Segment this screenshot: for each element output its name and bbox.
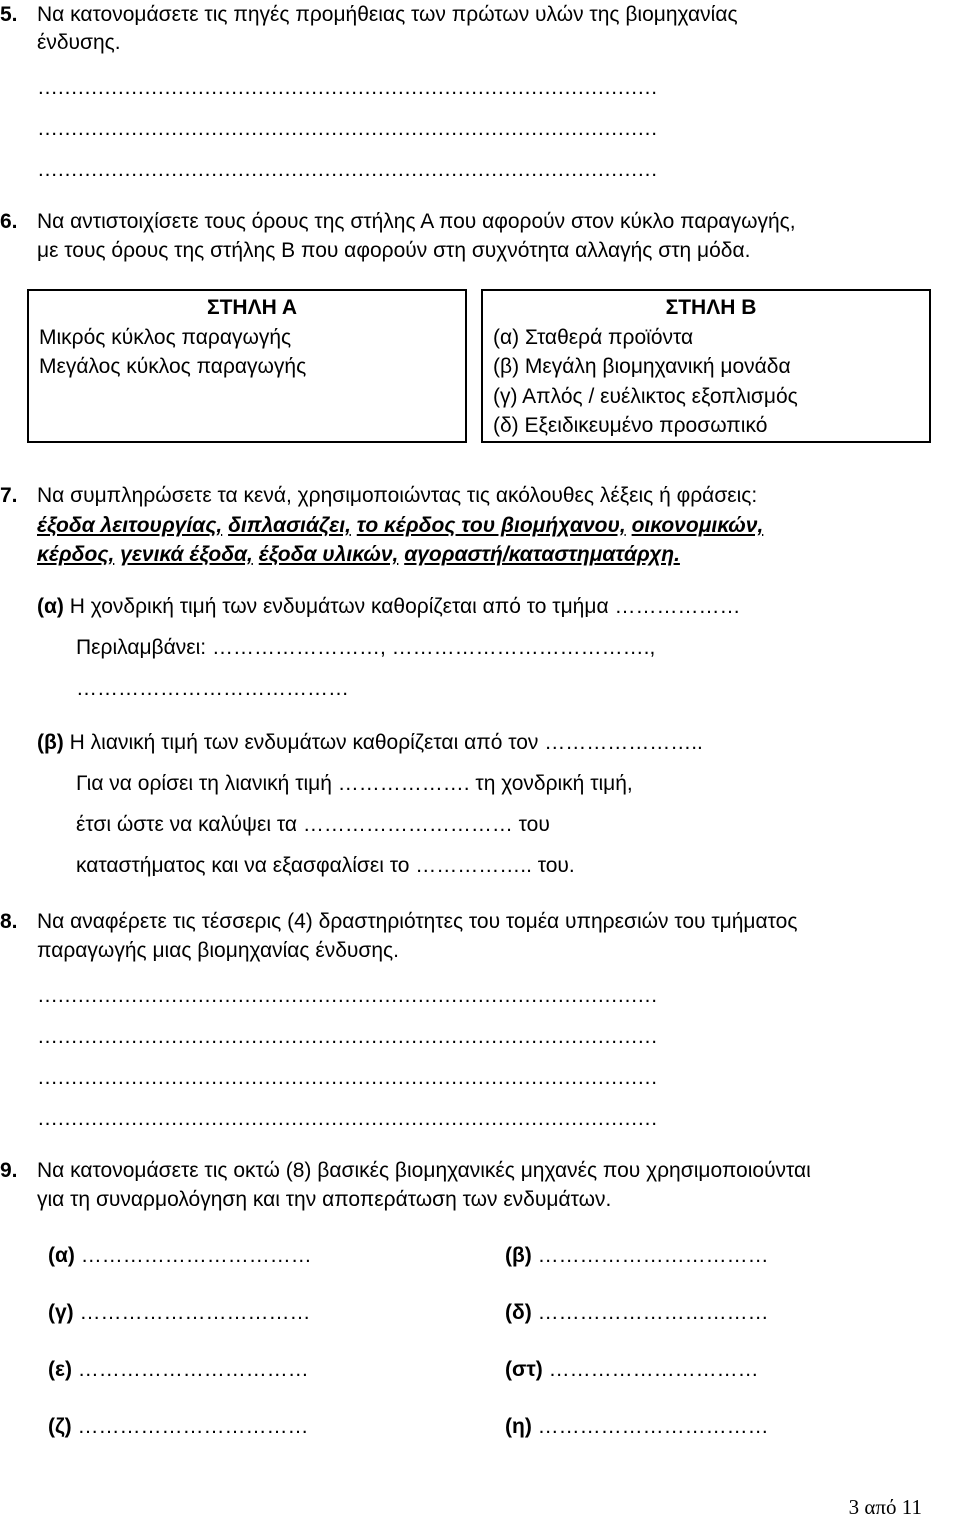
q7-word: αγοραστή/καταστηματάρχη. [404,543,680,566]
q7-a-line3: ………………………………… [76,677,349,700]
q7-word: οικονομικών, [631,514,764,537]
q9-text-1: Να κατονομάσετε τις οκτώ (8) βασικές βιομηχανικές μηχανές που χρησιμοποιούνται [37,1159,811,1182]
page-number: 3 από 11 [848,1495,922,1519]
column-b-header: ΣΤΗΛΗ Β [665,296,757,319]
q7-b-line3: έτσι ώστε να καλύψει τα ………………………… του [76,813,550,836]
q8-text-2: παραγωγής μιας βιομηχανίας ένδυσης. [37,939,400,962]
q9-line1 [0,1158,811,1184]
column-a-header: ΣΤΗΛΗ Α [207,296,297,319]
q9-answer-blank: …………………………… [537,1415,769,1438]
q7-word: έξοδα λειτουργίας, [37,514,223,537]
q7-word: έξοδα υλικών, [258,543,399,566]
q7-a-blank: ……………… [614,595,741,618]
q5-blank-3: ………………………………………………………………………………… [37,158,657,181]
column-a-item: Μεγάλος κύκλος παραγωγής [39,355,307,378]
column-b-item: (δ) Εξειδικευμένο προσωπικό [493,414,768,437]
column-b-item: (β) Μεγάλη βιομηχανική μονάδα [493,355,791,378]
q7-a-text: Η χονδρική τιμή των ενδυμάτων καθορίζεται από το τμήμα [69,595,609,618]
q7-word-list-1 [37,513,763,539]
q9-answer-right [505,1243,769,1269]
q7-line1 [0,483,758,509]
q5-blank-2: ………………………………………………………………………………… [37,117,657,140]
q7-word-list-2 [37,542,680,568]
q9-answer-blank: …………………………… [537,1244,769,1267]
q7-b-line1 [37,730,703,756]
q7-b-label: (β) [37,731,64,754]
q8-blank-1: ………………………………………………………………………………… [37,984,657,1007]
q5-text-2: ένδυσης. [37,31,121,54]
q9-answer-label: (ε) [48,1358,72,1381]
q9-answer-blank: ………………………… [548,1358,759,1381]
q9-answer-left [48,1243,312,1269]
q7-b-text: Η λιανική τιμή των ενδυμάτων καθορίζεται από τον ………………….. [69,731,703,754]
column-b-item: (γ) Απλός / ευέλικτος εξοπλισμός [493,384,798,408]
q9-answer-left [48,1357,309,1383]
q9-answer-label: (στ) [505,1358,543,1381]
q9-answer-blank: …………………………… [77,1415,309,1438]
q7-word: κέρδος, [37,543,115,566]
q8-blank-4: ………………………………………………………………………………… [37,1107,657,1130]
q7-a-label: (α) [37,595,64,618]
q9-answer-left [48,1414,309,1440]
q9-answer-label: (δ) [505,1301,532,1324]
q9-answer-label: (β) [505,1244,532,1267]
q5-number: 5. [0,3,18,26]
q7-word: διπλασιάζει, [228,514,351,537]
q8-blank-3: ………………………………………………………………………………… [37,1066,657,1089]
q7-word: γενικά έξοδα, [120,543,253,566]
column-b-item: (α) Σταθερά προϊόντα [493,325,694,349]
q9-answer-blank: …………………………… [79,1301,311,1324]
q7-a-line1 [37,594,740,620]
q9-answer-label: (η) [505,1415,532,1438]
q8-line1 [0,909,798,935]
q8-text-1: Να αναφέρετε τις τέσσερις (4) δραστηριότητες του τομέα υπηρεσιών του τμήματος [37,910,798,933]
q8-number: 8. [0,910,18,933]
q5-text-1: Να κατονομάσετε τις πηγές προμήθειας των πρώτων υλών της βιομηχανίας [37,3,738,26]
q9-answer-left [48,1300,311,1326]
q6-number: 6. [0,210,18,233]
q8-blank-2: ………………………………………………………………………………… [37,1025,657,1048]
q9-answer-label: (γ) [48,1301,74,1324]
q9-answer-right [505,1414,769,1440]
q9-answer-blank: …………………………… [80,1244,312,1267]
q5-line1 [0,2,738,28]
q5-blank-1: ………………………………………………………………………………… [37,76,657,99]
q9-answer-label: (α) [48,1244,75,1267]
q7-text-1: Να συμπληρώσετε τα κενά, χρησιμοποιώντας τις ακόλουθες λέξεις ή φράσεις: [37,484,758,507]
q9-answer-right [505,1357,759,1383]
matching-table [27,289,931,443]
q7-b-line4: καταστήματος και να εξασφαλίσει το …………….. του. [76,854,575,877]
q9-text-2: για τη συναρμολόγηση και την αποπεράτωση των ενδυμάτων. [37,1188,612,1211]
q6-line1 [0,209,796,235]
q9-answer-blank: …………………………… [77,1358,309,1381]
q6-text-1: Να αντιστοιχίσετε τους όρους της στήλης Α που αφορούν στον κύκλο παραγωγής, [37,210,796,233]
column-gap [466,290,482,442]
q6-text-2: με τους όρους της στήλης Β που αφορούν στη συχνότητα αλλαγής στη μόδα. [37,239,751,262]
q9-answer-right [505,1300,769,1326]
q7-word: το κέρδος του βιομήχανου, [356,514,626,537]
column-b [482,290,930,442]
q7-b-line2: Για να ορίσει τη λιανική τιμή ………………. τη χονδρική τιμή, [76,772,633,795]
column-a-item: Μικρός κύκλος παραγωγής [39,325,292,349]
q7-number: 7. [0,484,18,507]
q9-answer-label: (ζ) [48,1415,72,1438]
q7-a-line2: Περιλαμβάνει: ……………………, ………………………………., [76,636,656,659]
q9-answer-blank: …………………………… [537,1301,769,1324]
q9-number: 9. [0,1159,18,1182]
column-a [28,290,466,442]
